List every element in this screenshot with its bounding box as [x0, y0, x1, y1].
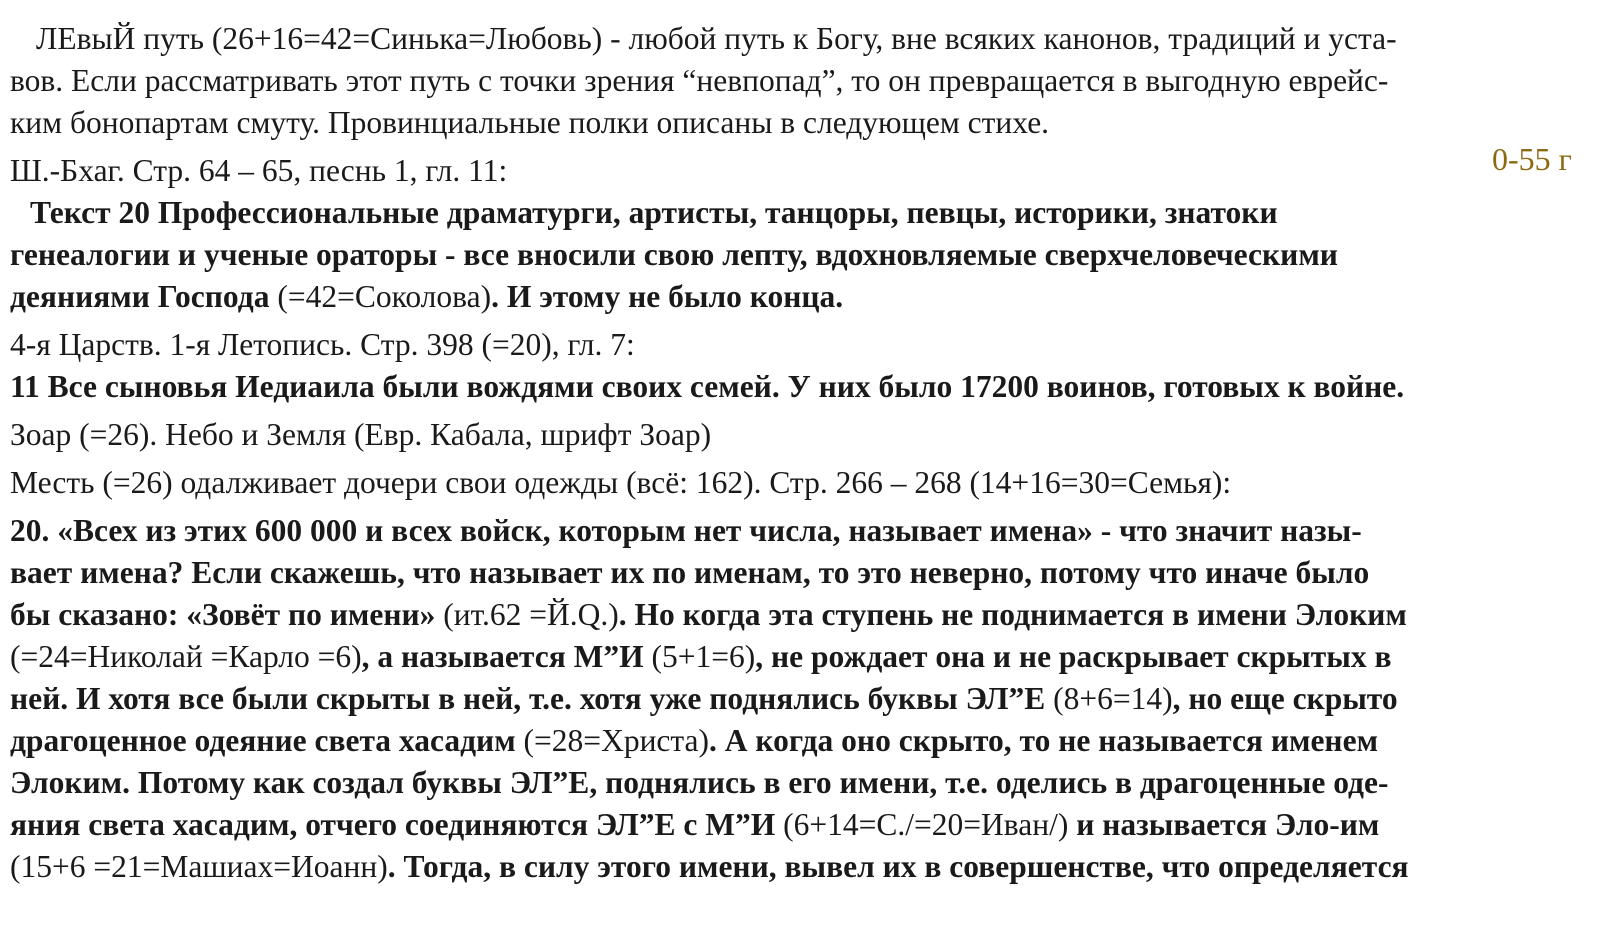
quote-annotation: (=28=Христа) [515, 723, 710, 758]
quote-line: Элоким. Потому как создал буквы ЭЛ”Е, поднялись в его имени, т.е. оделись в драгоценные оде- [10, 765, 1389, 800]
quote-bold: . А когда оно скрыто, то не называется именем [709, 723, 1379, 758]
quote-annotation: (6+14=С./=20=Иван/) [775, 807, 1069, 842]
verse-line: 11 Все сыновья Иедиаила были вождями своих семей. У них было 17200 воинов, готовых к войне. [10, 369, 1405, 404]
quote-annotation: (15+6 =21=Машиах=Иоанн) [10, 849, 388, 884]
source-reference: Месть (=26) одалживает дочери свои одежды (всё: 162). Стр. 266 – 268 (14+16=30=Семья): [10, 465, 1232, 500]
quote-annotation: (=24=Николай =Карло =6) [10, 639, 362, 674]
quote-annotation: (=42=Соколова) [269, 279, 492, 314]
quote-line [10, 804, 1590, 846]
quote-line [10, 276, 1590, 318]
quote-bold: , но еще скрыто [1172, 681, 1398, 716]
quote-line [10, 678, 1590, 720]
document-page [10, 18, 1590, 888]
quote-bold: деяниями Господа [10, 279, 270, 314]
source-reference: Ш.-Бхаг. Стр. 64 – 65, песнь 1, гл. 11: [10, 153, 508, 188]
quote-bold: ней. И хотя все были скрыты в ней, т.е. хотя уже поднялись буквы ЭЛ”Е [10, 681, 1046, 716]
quote-annotation: (8+6=14) [1045, 681, 1173, 716]
quote-bold: бы сказано: «Зовёт по имени» [10, 597, 436, 632]
quote-bold: , а называется М”И [361, 639, 644, 674]
source-reference: 4-я Царств. 1-я Летопись. Стр. 398 (=20), гл. 7: [10, 327, 635, 362]
quote-line: генеалогии и ученые ораторы - все вносили свою лепту, вдохновляемые сверхчеловеческими [10, 237, 1338, 272]
quote-bold: драгоценное одеяние света хасадим [10, 723, 516, 758]
quote-bold: яния света хасадим, отчего соединяются ЭЛ”Е с М”И [10, 807, 776, 842]
paragraph-line: ЛЕвыЙ путь (26+16=42=Синька=Любовь) - любой путь к Богу, вне всяких канонов, традиций и уста- [36, 21, 1397, 56]
quote-bold: . И этому не было конца. [491, 279, 844, 314]
paragraph-line: ким бонопартам смуту. Провинциальные полки описаны в следующем стихе. [10, 105, 1050, 140]
quote-bold: , не рождает она и не раскрывает скрытых в [755, 639, 1392, 674]
quote-line [10, 594, 1590, 636]
quote-line [10, 636, 1590, 678]
quote-bold: . Тогда, в силу этого имени, вывел их в совершенстве, что определяется [387, 849, 1409, 884]
source-reference: Зоар (=26). Небо и Земля (Евр. Кабала, шрифт Зоар) [10, 417, 712, 452]
quote-line [10, 846, 1590, 888]
quote-line: Текст 20 Профессиональные драматурги, артисты, танцоры, певцы, историки, знатоки [30, 195, 1278, 230]
quote-bold: . Но когда эта ступень не поднимается в имени Элоким [618, 597, 1407, 632]
margin-note: 0-55 г [1492, 141, 1572, 177]
quote-annotation: (ит.62 =Й.Q.) [435, 597, 619, 632]
quote-line: 20. «Всех из этих 600 000 и всех войск, которым нет числа, называет имена» - что значит назы- [10, 513, 1362, 548]
quote-bold: и называется Эло-им [1068, 807, 1380, 842]
quote-line [10, 720, 1590, 762]
paragraph-line: вов. Если рассматривать этот путь с точки зрения “невпопад”, то он превращается в выгодную еврейс- [10, 63, 1389, 98]
quote-line: вает имена? Если скажешь, что называет их по именам, то это неверно, потому что иначе было [10, 555, 1370, 590]
quote-annotation: (5+1=6) [643, 639, 756, 674]
